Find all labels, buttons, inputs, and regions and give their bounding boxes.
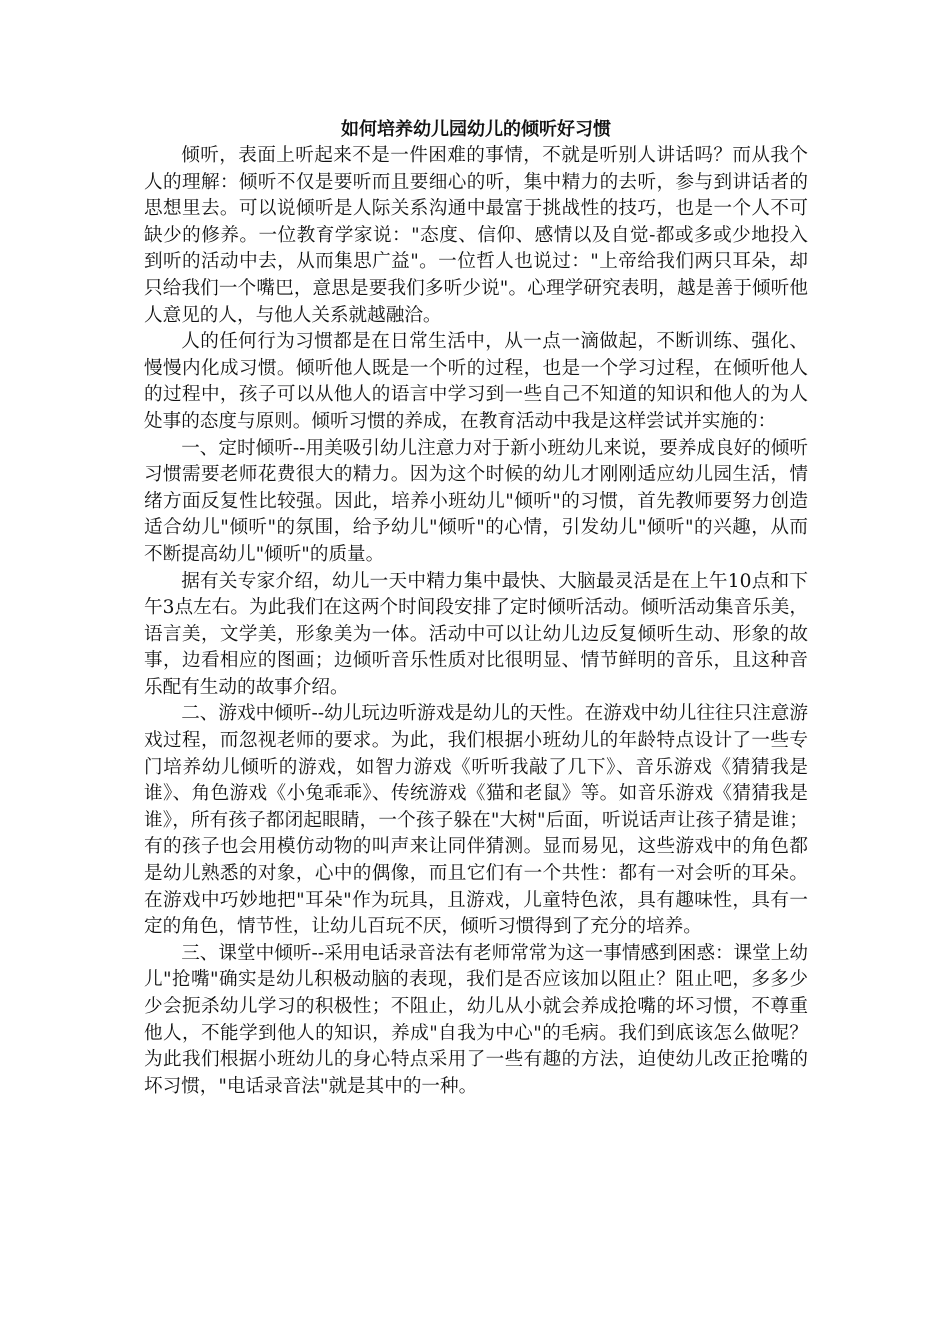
paragraph-habits: 人的任何行为习惯都是在日常生活中，从一点一滴做起，不断训练、强化、慢慢内化成习惯。倾听他人既是一个听的过程，也是一个学习过程，在倾听他人的过程中，孩子可以从他人的语言中学习到一些自己不知道的知识和他人的为人处事的态度与原则。倾听习惯的养成，在教育活动中我是这样尝试并实施的： (144, 331, 808, 432)
paragraph-expert-advice: 据有关专家介绍，幼儿一天中精力集中最快、大脑最灵活是在上午10点和下午3点左右。为此我们在这两个时间段安排了定时倾听活动。倾听活动集音乐美，语言美，文学美，形象美为一体。活动中可以让幼儿边反复倾听生动、形象的故事，边看相应的图画；边倾听音乐性质对比很明显、情节鲜明的音乐，且这种音乐配有生动的故事介绍。 (144, 570, 808, 698)
paragraph-game-listening: 二、游戏中倾听--幼儿玩边听游戏是幼儿的天性。在游戏中幼儿往往只注意游戏过程，而忽视老师的要求。为此，我们根据小班幼儿的年龄特点设计了一些专门培养幼儿倾听的游戏，如智力游戏《听听我敲了几下》、音乐游戏《猜猜我是谁》、角色游戏《小兔乖乖》、传统游戏《猫和老鼠》等。如音乐游戏《猜猜我是谁》，所有孩子都闭起眼睛，一个孩子躲在"大树"后面，听说话声让孩子猜是谁；有的孩子也会用模仿动物的叫声来让同伴猜测。显而易见，这些游戏中的角色都是幼儿熟悉的对象，心中的偶像，而且它们有一个共性：都有一对会听的耳朵。在游戏中巧妙地把"耳朵"作为玩具，且游戏，儿童特色浓，具有趣味性，具有一定的角色，情节性，让幼儿百玩不厌，倾听习惯得到了充分的培养。 (144, 703, 808, 938)
document-title: 如何培养幼儿园幼儿的倾听好习惯 (341, 119, 611, 140)
paragraph-intro: 倾听，表面上听起来不是一件困难的事情，不就是听别人讲话吗？而从我个人的理解：倾听不仅是要听而且要细心的听，集中精力的去听，参与到讲话者的思想里去。可以说倾听是人际关系沟通中最富于挑战性的技巧，也是一个人不可缺少的修养。一位教育学家说："态度、信仰、感情以及自觉-都或多或少地投入到听的活动中去，从而集思广益"。一位哲人也说过："上帝给我们两只耳朵，却只给我们一个嘴巴，意思是要我们多听少说"。心理学研究表明，越是善于倾听他人意见的人，与他人关系就越融洽。 (144, 145, 808, 326)
paragraph-timed-listening: 一、定时倾听--用美吸引幼儿注意力对于新小班幼儿来说，要养成良好的倾听习惯需要老师花费很大的精力。因为这个时候的幼儿才刚刚适应幼儿园生活，情绪方面反复性比较强。因此，培养小班幼儿"倾听"的习惯，首先教师要努力创造适合幼儿"倾听"的氛围，给予幼儿"倾听"的心情，引发幼儿"倾听"的兴趣，从而不断提高幼儿"倾听"的质量。 (144, 437, 808, 565)
paragraph-classroom-listening: 三、课堂中倾听--采用电话录音法有老师常常为这一事情感到困惑：课堂上幼儿"抢嘴"确实是幼儿积极动脑的表现，我们是否应该加以阻止？阻止吧，多多少少会扼杀幼儿学习的积极性；不阻止，幼儿从小就会养成抢嘴的坏习惯，不尊重他人，不能学到他人的知识，养成"自我为中心"的毛病。我们到底该怎么做呢？为此我们根据小班幼儿的身心特点采用了一些有趣的方法，迫使幼儿改正抢嘴的坏习惯，"电话录音法"就是其中的一种。 (144, 942, 808, 1097)
document-page (144, 118, 808, 1100)
